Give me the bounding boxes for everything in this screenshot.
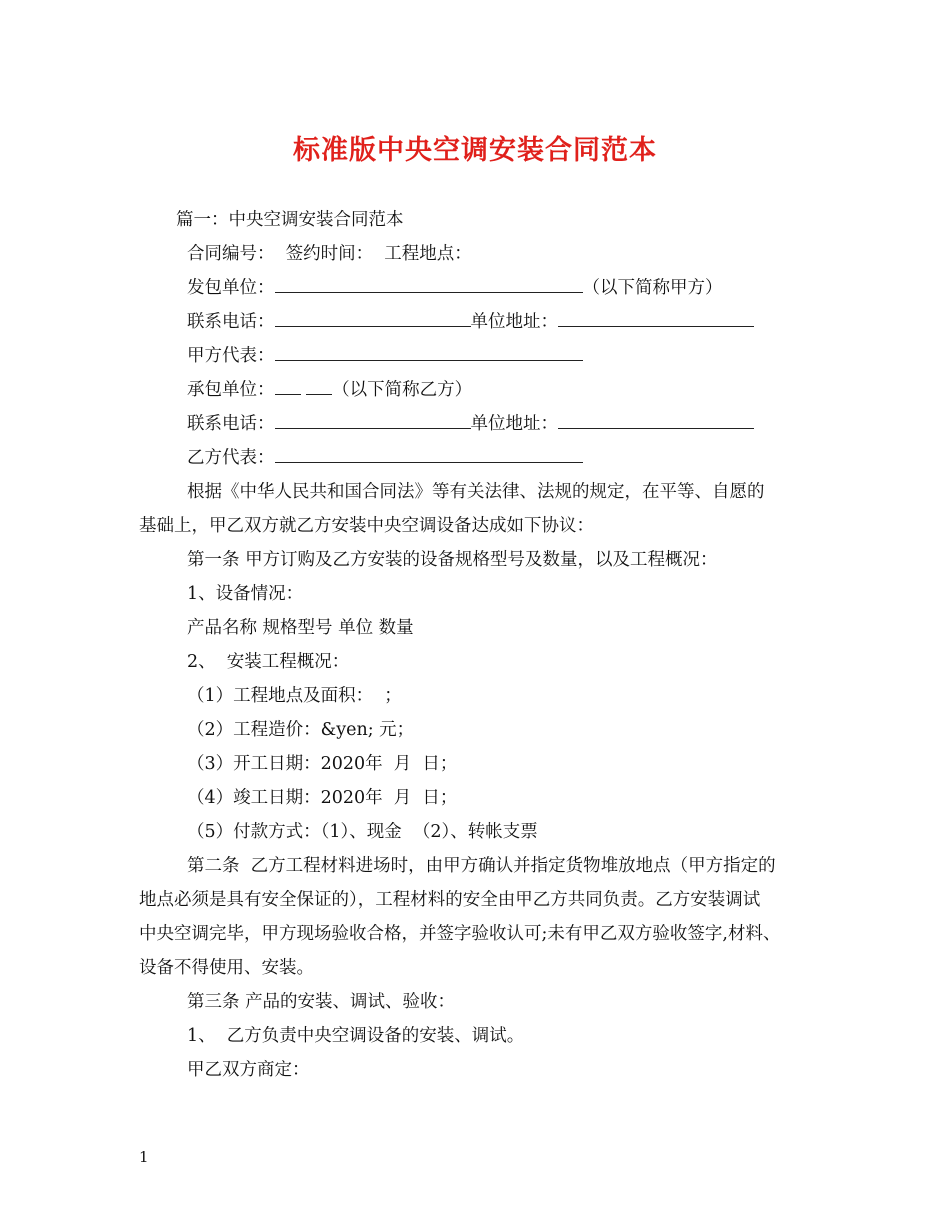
article-1-item-1: 1、设备情况：	[187, 584, 304, 604]
party-b-rep-blank	[275, 446, 583, 463]
address-blank	[558, 412, 754, 429]
party-b-unit-label: 承包单位：	[187, 380, 275, 400]
contract-meta-line: 合同编号： 签约时间： 工程地点：	[187, 244, 472, 264]
section-heading: 篇一：中央空调安装合同范本	[176, 210, 404, 230]
address-label: 单位地址：	[470, 414, 558, 434]
article-2-line-3: 中央空调完毕，甲方现场验收合格，并签字验收认可;未有甲乙双方验收签字,材料、	[139, 924, 781, 944]
party-a-rep-label: 甲方代表：	[187, 346, 275, 366]
party-b-unit-row	[187, 378, 472, 402]
party-a-rep-blank	[275, 344, 583, 361]
project-sub-item-3: （3）开工日期：2020年 月 日；	[187, 754, 458, 774]
party-a-unit-row	[187, 276, 723, 300]
project-sub-item-4: （4）竣工日期：2020年 月 日；	[187, 788, 458, 808]
article-2-line-1: 第二条 乙方工程材料进场时，由甲方确认并指定货物堆放地点（甲方指定的	[187, 856, 776, 876]
phone-label: 联系电话：	[187, 414, 275, 434]
party-a-contact-row	[187, 310, 754, 334]
party-b-unit-blank	[275, 378, 301, 395]
page-number: 1	[139, 1148, 149, 1166]
address-blank	[558, 310, 754, 327]
article-2-line-2: 地点必须是具有安全保证的），工程材料的安全由甲乙方共同负责。乙方安装调试	[139, 890, 761, 910]
project-sub-item-5: （5）付款方式：（1）、现金 （2）、转帐支票	[187, 822, 538, 842]
project-sub-item-2: （2）工程造价：&yen; 元；	[187, 720, 415, 740]
article-2-line-4: 设备不得使用、安装。	[139, 958, 314, 978]
party-b-rep-row	[187, 446, 583, 470]
party-a-unit-suffix: （以下简称甲方）	[582, 278, 723, 298]
party-b-unit-suffix: （以下简称乙方）	[332, 380, 473, 400]
preamble-line-2: 基础上，甲乙双方就乙方安装中央空调设备达成如下协议：	[139, 516, 594, 536]
equipment-columns: 产品名称 规格型号 单位 数量	[187, 618, 414, 638]
article-3-heading: 第三条 产品的安装、调试、验收：	[187, 992, 456, 1012]
phone-blank	[275, 412, 471, 429]
preamble-line-1: 根据《中华人民共和国合同法》等有关法律、法规的规定，在平等、自愿的	[187, 482, 765, 502]
party-a-unit-label: 发包单位：	[187, 278, 275, 298]
party-b-unit-blank	[306, 378, 332, 395]
party-b-contact-row	[187, 412, 754, 436]
article-1-item-2: 2、 安装工程概况：	[187, 652, 350, 672]
party-b-rep-label: 乙方代表：	[187, 448, 275, 468]
document-title: 标准版中央空调安装合同范本	[293, 135, 657, 166]
phone-blank	[275, 310, 471, 327]
address-label: 单位地址：	[470, 312, 558, 332]
project-sub-item-1: （1）工程地点及面积： ；	[187, 686, 402, 706]
phone-label: 联系电话：	[187, 312, 275, 332]
party-a-rep-row	[187, 344, 583, 368]
party-a-unit-blank	[275, 276, 583, 293]
article-1-heading: 第一条 甲方订购及乙方安装的设备规格型号及数量，以及工程概况：	[187, 550, 718, 570]
article-3-item-1: 1、 乙方负责中央空调设备的安装、调试。	[187, 1026, 525, 1046]
article-3-item-2: 甲乙双方商定：	[187, 1060, 310, 1080]
